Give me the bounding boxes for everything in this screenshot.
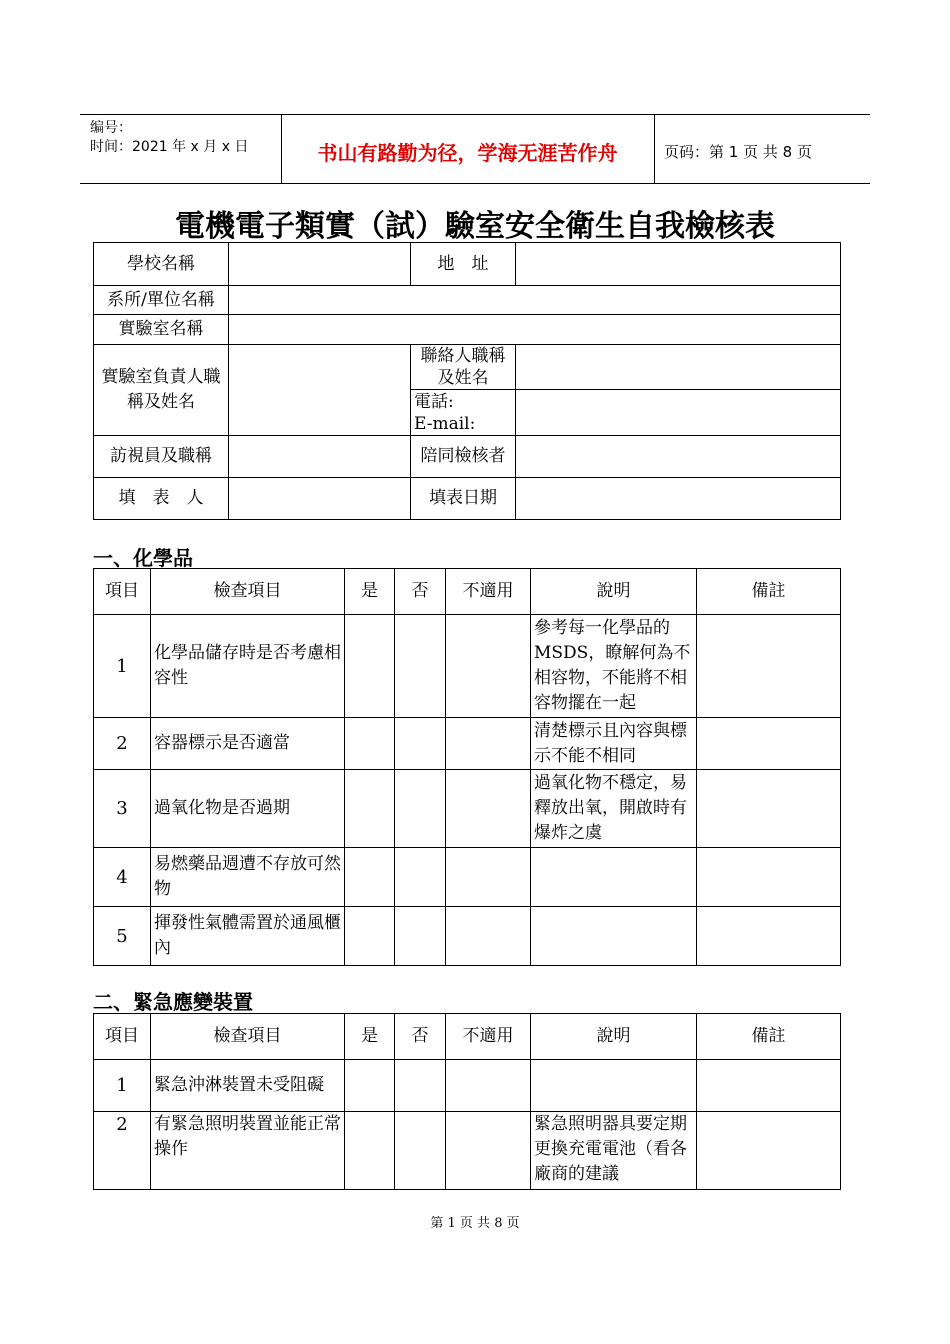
check-item: 揮發性氣體需置於通風櫃內 [151,907,345,966]
yes-cell[interactable] [345,1112,395,1190]
col-header: 檢查項目 [151,1014,345,1060]
contact-label: 聯絡人職稱及姓名 [411,345,516,390]
row-number: 2 [94,1112,151,1190]
yes-cell[interactable] [345,718,395,770]
remark-cell[interactable] [697,615,841,718]
phone-label: 電話: [414,391,454,412]
no-cell[interactable] [395,718,446,770]
check-item: 化學品儲存時是否考慮相容性 [151,615,345,718]
col-header: 項目 [94,569,151,615]
no-cell[interactable] [395,1112,446,1190]
fill-date-field[interactable] [516,478,841,520]
col-header: 是 [345,1014,395,1060]
col-header: 備註 [697,569,841,615]
contact-field[interactable] [516,345,841,390]
check-item: 容器標示是否適當 [151,718,345,770]
table-row [94,1060,841,1112]
na-cell[interactable] [446,907,531,966]
row-number: 4 [94,848,151,907]
note-cell: 清楚標示且內容與標示不能不相同 [531,718,697,770]
note-cell: 緊急照明器具要定期更換充電電池（看各廠商的建議 [531,1112,697,1190]
page-footer: 第 1 页 共 8 页 [430,1216,520,1231]
phone-email-label [411,390,516,436]
no-cell[interactable] [395,615,446,718]
lab-head-label [94,345,229,436]
check-item: 有緊急照明裝置並能正常操作 [151,1112,345,1190]
col-header: 不適用 [446,569,531,615]
row-number: 2 [94,718,151,770]
col-header: 否 [395,569,446,615]
note-cell [531,1060,697,1112]
page-info: 页码：第 1 页 共 8 页 [664,143,812,161]
remark-cell[interactable] [697,907,841,966]
table-row [94,1112,841,1190]
na-cell[interactable] [446,1060,531,1112]
col-header: 否 [395,1014,446,1060]
yes-cell[interactable] [345,907,395,966]
accompany-field[interactable] [516,436,841,478]
doc-number-label: 编号： [90,120,132,136]
table-row [94,848,841,907]
checklist-table [93,1013,841,1190]
col-header: 是 [345,569,395,615]
accompany-label: 陪同檢核者 [411,436,516,478]
row-number: 3 [94,770,151,848]
lab-name-field[interactable] [229,315,841,345]
row-number: 1 [94,1060,151,1112]
motto: 书山有路勤为径，学海无涯苦作舟 [317,141,618,165]
remark-cell[interactable] [697,1112,841,1190]
col-header: 項目 [94,1014,151,1060]
yes-cell[interactable] [345,1060,395,1112]
no-cell[interactable] [395,1060,446,1112]
dept-field[interactable] [229,286,841,315]
na-cell[interactable] [446,615,531,718]
lab-name-label: 實驗室名稱 [94,315,229,345]
phone-email-field[interactable] [516,390,841,436]
address-field[interactable] [516,243,841,286]
header-divider [654,114,655,183]
table-row [94,907,841,966]
filler-label: 填 表 人 [94,478,229,520]
school-name-label: 學校名稱 [94,243,229,286]
no-cell[interactable] [395,848,446,907]
section-heading: 一、化學品 [93,546,193,570]
check-item: 緊急沖淋裝置未受阻礙 [151,1060,345,1112]
row-number: 1 [94,615,151,718]
yes-cell[interactable] [345,770,395,848]
page-title: 電機電子類實（試）驗室安全衛生自我檢核表 [175,209,775,244]
note-cell: 過氧化物不穩定，易釋放出氧，開啟時有爆炸之虞 [531,770,697,848]
check-item: 易燃藥品週遭不存放可然物 [151,848,345,907]
na-cell[interactable] [446,1112,531,1190]
info-table [93,242,841,520]
no-cell[interactable] [395,907,446,966]
address-label: 地 址 [411,243,516,286]
yes-cell[interactable] [345,848,395,907]
check-item: 過氧化物是否過期 [151,770,345,848]
visitor-label: 訪視員及職稱 [94,436,229,478]
header-top-rule [80,114,870,115]
na-cell[interactable] [446,770,531,848]
na-cell[interactable] [446,848,531,907]
table-row [94,718,841,770]
col-header: 說明 [531,569,697,615]
doc-time-label: 时间：2021 年 x 月 x 日 [90,139,249,155]
remark-cell[interactable] [697,770,841,848]
table-row [94,615,841,718]
col-header: 備註 [697,1014,841,1060]
remark-cell[interactable] [697,848,841,907]
remark-cell[interactable] [697,718,841,770]
col-header: 檢查項目 [151,569,345,615]
lab-head-text: 實驗室負責人職稱及姓名 [101,367,221,412]
col-header: 不適用 [446,1014,531,1060]
note-cell [531,907,697,966]
filler-field[interactable] [229,478,411,520]
lab-head-field[interactable] [229,345,411,436]
note-cell: 參考每一化學品的MSDS，瞭解何為不相容物，不能將不相容物擺在一起 [531,615,697,718]
na-cell[interactable] [446,718,531,770]
header-bottom-rule [80,183,870,184]
section-heading: 二、緊急應變裝置 [93,990,253,1014]
table-row [94,770,841,848]
row-number: 5 [94,907,151,966]
school-name-field[interactable] [229,243,411,286]
email-label: E-mail: [414,413,476,434]
yes-cell[interactable] [345,615,395,718]
visitor-field[interactable] [229,436,411,478]
note-cell [531,848,697,907]
col-header: 說明 [531,1014,697,1060]
checklist-table [93,568,841,966]
fill-date-label: 填表日期 [411,478,516,520]
remark-cell[interactable] [697,1060,841,1112]
dept-label: 系所/單位名稱 [94,286,229,315]
no-cell[interactable] [395,770,446,848]
